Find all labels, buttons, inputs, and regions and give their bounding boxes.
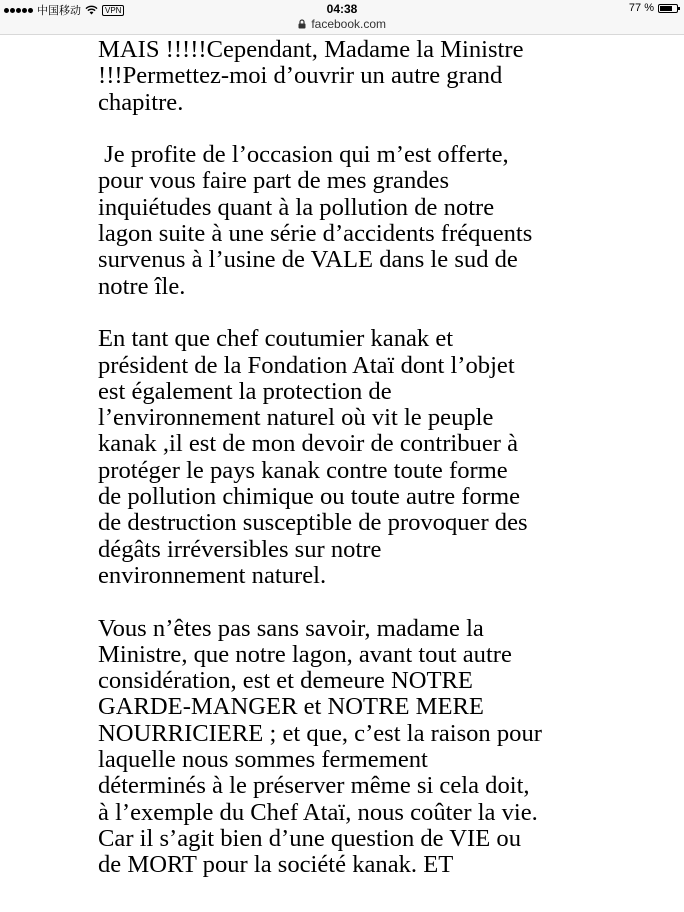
status-time: 04:38 bbox=[326, 2, 358, 16]
address-bar[interactable] bbox=[0, 18, 684, 35]
article-paragraph: En tant que chef coutumier kanak et président de la Fondation Ataï dont l’objet est également la protection de l’environnement naturel où vit le peuple kanak ,il est de mon devoir de contribuer à protéger le pays kanak contre toute forme de pollution chimique ou toute autre forme de destruction susceptible de provoquer des dégâts irréversibles sur notre environnement naturel. bbox=[98, 325, 528, 589]
status-right bbox=[629, 2, 678, 14]
url-text: facebook.com bbox=[311, 17, 387, 31]
battery-fill bbox=[660, 6, 672, 11]
article-paragraph: Je profite de l’occasion qui m’est offerte, pour vous faire part de mes grandes inquiétudes quant à la pollution de notre lagon suite à une série d’accidents fréquents survenus à l’usine de VALE dans le sud de notre île. bbox=[98, 141, 533, 300]
article-body bbox=[98, 37, 668, 905]
article-paragraph: Vous n’êtes pas sans savoir, madame la Ministre, que notre lagon, avant tout autre considération, est et demeure NOTRE GARDE-MANGER et NOTRE MERE NOURRICIERE ; et que, c’est la raison pour laquelle nous sommes fermement déterminés à le préserver même si cela doit, à l’exemple du Chef Ataï, nous coûter la vie. Car il s’agit bien d’une question de VIE ou de MORT pour la société kanak. ET bbox=[98, 614, 542, 879]
battery-icon bbox=[658, 4, 678, 13]
status-bar bbox=[0, 0, 684, 18]
vpn-badge: VPN bbox=[102, 5, 124, 16]
carrier-label: 中国移动 bbox=[37, 5, 81, 17]
battery-percent: 77 % bbox=[628, 2, 654, 14]
lock-icon bbox=[298, 19, 306, 29]
article-paragraph: MAIS !!!!!Cependant, Madame la Ministre !!!Permettez-moi d’ouvrir un autre grand chapitre. bbox=[98, 36, 524, 116]
